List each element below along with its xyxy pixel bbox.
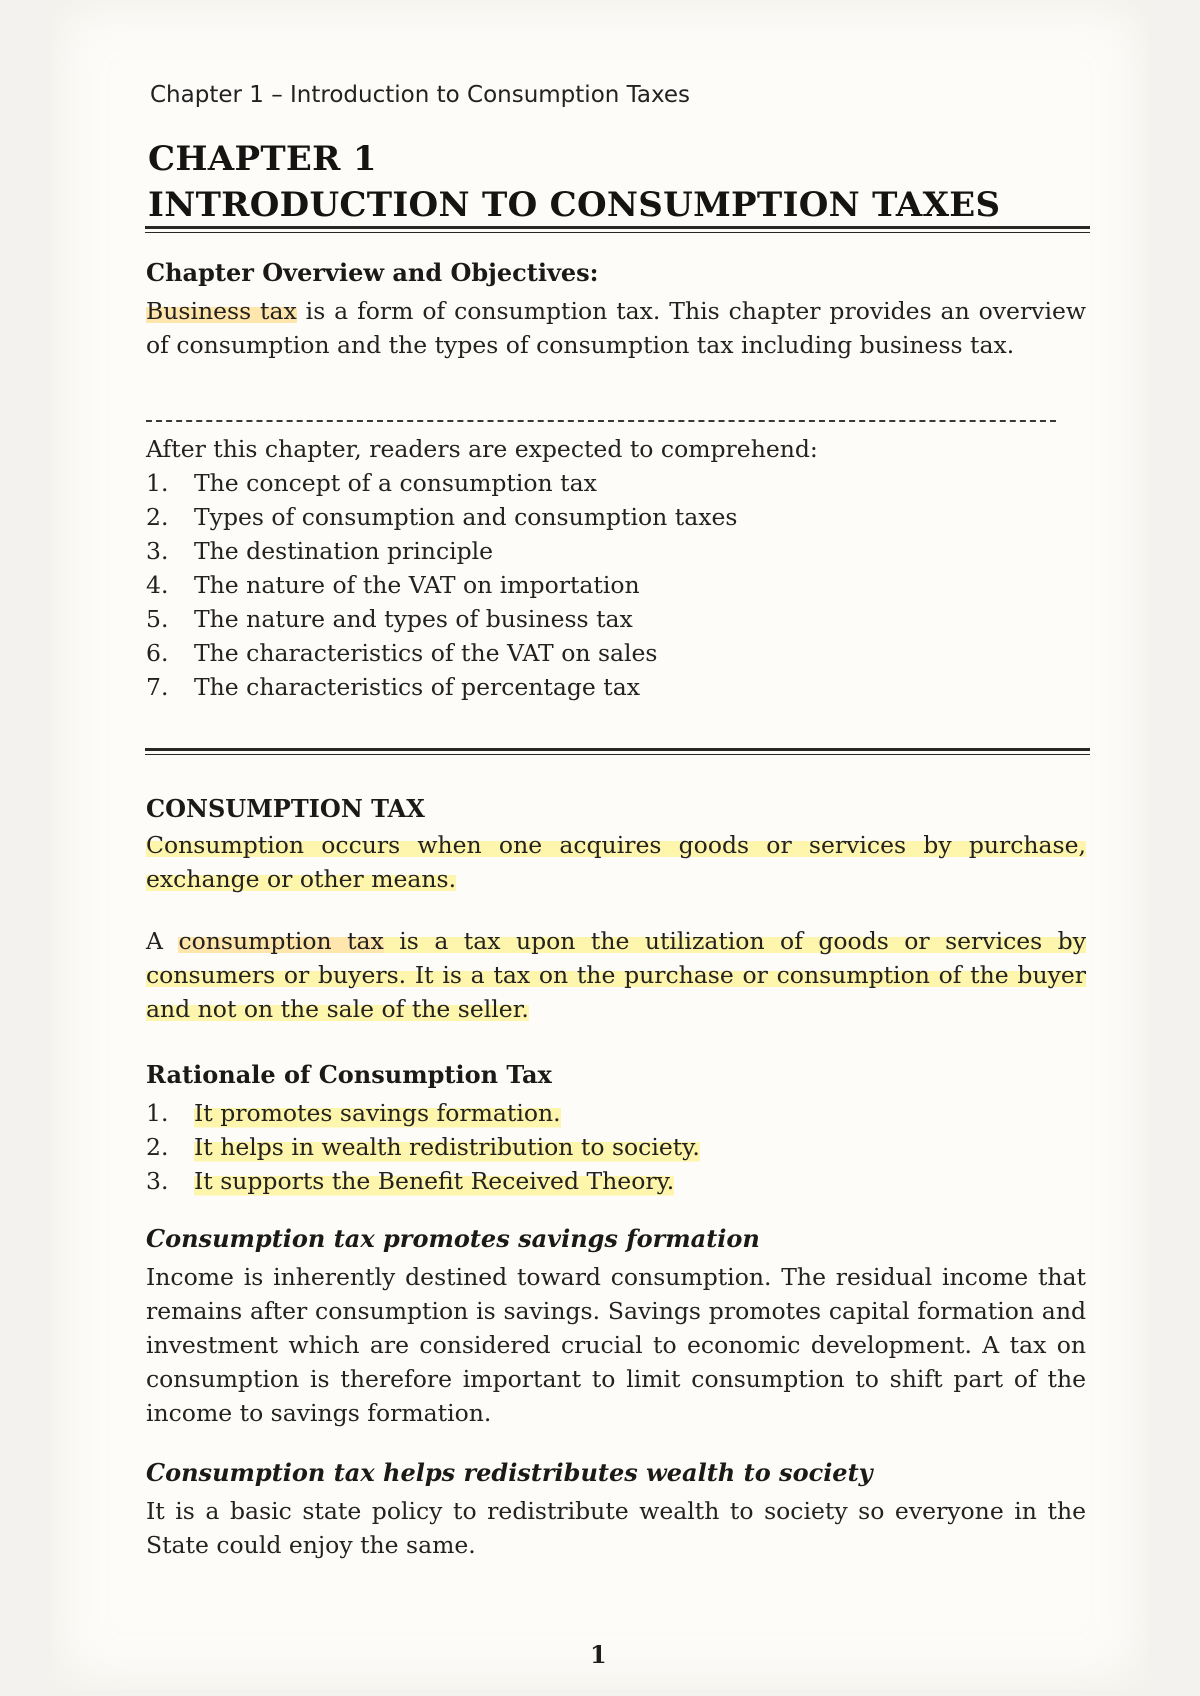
savings-heading: Consumption tax promotes savings formation	[146, 1224, 760, 1253]
title-divider	[145, 226, 1090, 234]
overview-heading: Chapter Overview and Objectives:	[146, 258, 599, 287]
overview-text: is a form of consumption tax. This chapter provides an overview of consumption and the types of consumption tax including business tax.	[146, 297, 1086, 359]
section-divider	[145, 748, 1090, 756]
list-item	[146, 1096, 700, 1130]
rationale-heading: Rationale of Consumption Tax	[146, 1060, 552, 1089]
list-item-number: 7.	[146, 673, 169, 701]
consumption-tax-def-c: is a tax upon the utilization of goods or services by consumers or buyers. It is a tax on the purchase or consumption of the buyer and not on the sale of the seller.	[146, 927, 1086, 1023]
list-item-text: The nature of the VAT on importation	[194, 571, 640, 599]
objectives-list	[146, 466, 737, 704]
list-item	[146, 568, 737, 602]
chapter-number: CHAPTER 1	[148, 139, 377, 179]
consumption-tax-definition	[146, 924, 1086, 1026]
list-item	[146, 1164, 700, 1198]
list-item-number: 2.	[146, 503, 169, 531]
chapter-title	[148, 136, 1000, 228]
consumption-definition	[146, 828, 1086, 896]
rationale-list	[146, 1096, 700, 1198]
wealth-heading: Consumption tax helps redistributes wealth to society	[146, 1458, 873, 1487]
list-item-number: 1.	[146, 1099, 169, 1127]
consumption-tax-def-a: A	[146, 927, 179, 955]
savings-paragraph: Income is inherently destined toward consumption. The residual income that remains after consumption is savings. Savings promotes capital formation and investment which are considered crucial to economic development. A tax on consumption is therefore important to limit consumption to shift part of the income to savings formation.	[146, 1263, 1086, 1427]
list-item	[146, 500, 737, 534]
list-item-text: It helps in wealth redistribution to society.	[194, 1130, 700, 1164]
list-item	[146, 636, 737, 670]
consumption-tax-term: consumption tax	[178, 927, 384, 955]
wealth-paragraph: It is a basic state policy to redistribute wealth to society so everyone in the State could enjoy the same.	[146, 1497, 1086, 1559]
list-item-text: The destination principle	[194, 537, 494, 565]
page-number: 1	[590, 1640, 607, 1669]
list-item-number: 6.	[146, 639, 169, 667]
list-item-text: The characteristics of percentage tax	[194, 673, 640, 701]
list-item-text: The concept of a consumption tax	[194, 469, 597, 497]
list-item-text: It promotes savings formation.	[194, 1096, 561, 1130]
list-item-text: The characteristics of the VAT on sales	[194, 639, 658, 667]
consumption-tax-heading: CONSUMPTION TAX	[146, 794, 425, 823]
list-item-number: 4.	[146, 571, 169, 599]
list-item-text: The nature and types of business tax	[194, 605, 633, 633]
list-item-number: 3.	[146, 1167, 169, 1195]
list-item-text: Types of consumption and consumption taxes	[194, 503, 738, 531]
list-item-number: 3.	[146, 537, 169, 565]
overview-highlight: Business tax	[146, 297, 297, 325]
list-item-number: 1.	[146, 469, 169, 497]
running-head: Chapter 1 – Introduction to Consumption Taxes	[150, 82, 691, 108]
list-item	[146, 534, 737, 568]
chapter-title-text: INTRODUCTION TO CONSUMPTION TAXES	[148, 185, 1001, 225]
list-item-number: 5.	[146, 605, 169, 633]
dashed-divider	[146, 420, 1056, 422]
list-item-text: It supports the Benefit Received Theory.	[194, 1164, 674, 1198]
consumption-definition-text: Consumption occurs when one acquires goods or services by purchase, exchange or other means.	[146, 831, 1086, 893]
list-item-number: 2.	[146, 1133, 169, 1161]
list-item	[146, 1130, 700, 1164]
objectives-intro: After this chapter, readers are expected to comprehend:	[146, 435, 818, 463]
overview-paragraph	[146, 294, 1086, 362]
list-item	[146, 466, 737, 500]
list-item	[146, 602, 737, 636]
list-item	[146, 670, 737, 704]
